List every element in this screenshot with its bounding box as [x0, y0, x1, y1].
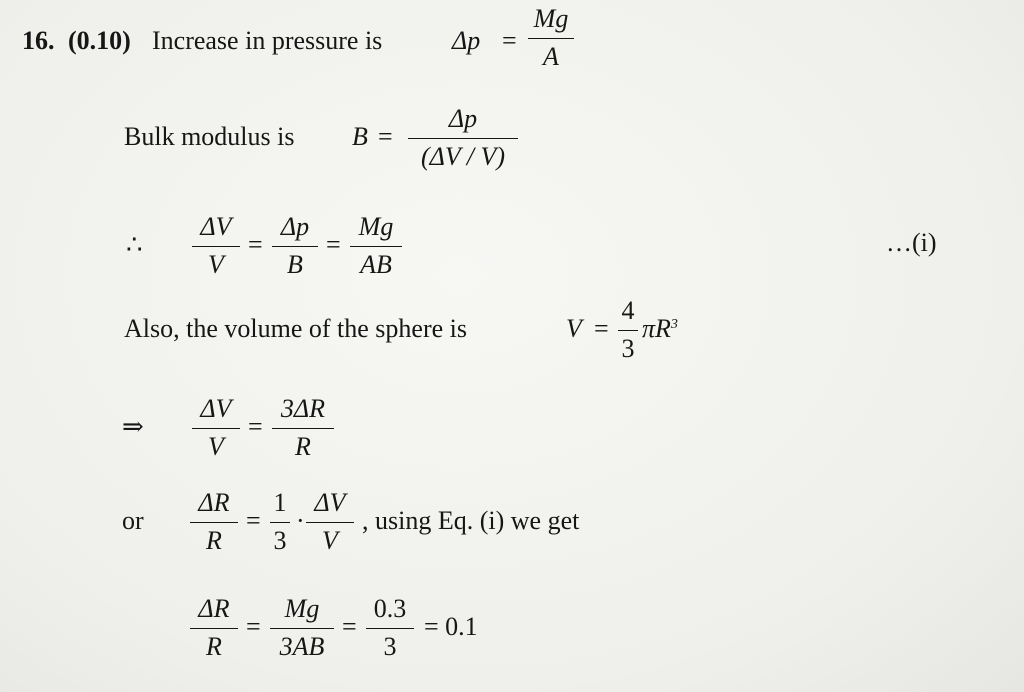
denominator: 3AB	[279, 632, 325, 661]
denominator: B	[287, 250, 303, 279]
answer-value: (0.10)	[68, 26, 131, 55]
numerator: ΔV	[314, 488, 346, 517]
equals-sign: =	[246, 506, 261, 535]
denominator: 3	[273, 526, 287, 555]
denominator: AB	[360, 250, 392, 279]
fraction-bar	[270, 628, 334, 629]
implies-arrow: ⇒	[122, 412, 144, 441]
final-result: = 0.1	[424, 612, 478, 641]
therefore-symbol: ∴	[126, 230, 143, 259]
denominator: R	[206, 526, 222, 555]
equals-sign: =	[502, 26, 517, 55]
equals-sign: =	[378, 122, 393, 151]
fraction-bar	[272, 246, 318, 247]
pi-r-cubed	[642, 314, 678, 344]
volume-v-symbol: V	[566, 314, 582, 343]
fraction-bar	[528, 38, 574, 39]
fraction-bar	[192, 246, 240, 247]
mg-over-3ab-fraction	[270, 594, 334, 666]
dp-over-b-fraction	[272, 212, 318, 284]
denominator: 3	[621, 334, 635, 363]
equation-tag: …(i)	[886, 228, 937, 257]
numerator: Δp	[280, 212, 310, 241]
three-dr-over-r-fraction	[272, 394, 334, 466]
equals-sign: =	[342, 612, 357, 641]
pi-r: πR	[642, 314, 671, 343]
problem-number: 16.	[22, 26, 55, 55]
bulk-modulus-text: Bulk modulus is	[124, 122, 295, 151]
numerator: 0.3	[373, 594, 407, 623]
fraction-bar	[190, 522, 238, 523]
numerator: ΔV	[200, 394, 232, 423]
fraction-bar	[306, 522, 354, 523]
fraction-bar	[350, 246, 402, 247]
pressure-intro-text: Increase in pressure is	[152, 26, 383, 55]
fraction-bar	[366, 628, 414, 629]
fraction-bar	[618, 330, 638, 331]
bulk-b-symbol: B	[352, 122, 368, 151]
multiply-dot: ·	[296, 506, 305, 535]
denominator: (ΔV / V)	[420, 142, 506, 171]
mg-over-ab-fraction	[350, 212, 402, 284]
point-three-over-three-fraction	[366, 594, 414, 666]
dv-over-v-fraction	[192, 394, 240, 466]
fraction-bar	[270, 522, 290, 523]
numerator: Δp	[448, 104, 478, 133]
equals-sign: =	[246, 612, 261, 641]
numerator: 3ΔR	[280, 394, 326, 423]
denominator: V	[208, 432, 224, 461]
using-eq-text: , using Eq. (i) we get	[362, 506, 580, 535]
cube-exponent: 3	[670, 317, 678, 332]
numerator: Mg	[533, 4, 569, 33]
fraction-bar	[192, 428, 240, 429]
equals-sign: =	[326, 230, 341, 259]
denominator: R	[295, 432, 311, 461]
numerator: ΔR	[198, 594, 230, 623]
denominator: R	[206, 632, 222, 661]
dr-over-r-fraction	[190, 594, 238, 666]
denominator: A	[543, 42, 559, 71]
mg-over-a-fraction	[528, 4, 574, 76]
numerator: 4	[621, 296, 635, 325]
equals-sign: =	[248, 412, 263, 441]
numerator: ΔV	[200, 212, 232, 241]
bulk-fraction	[408, 104, 518, 176]
denominator: V	[322, 526, 338, 555]
numerator: Mg	[284, 594, 320, 623]
volume-text: Also, the volume of the sphere is	[124, 314, 467, 343]
equals-sign: =	[594, 314, 609, 343]
or-text: or	[122, 506, 144, 535]
equals-sign: =	[248, 230, 263, 259]
denominator: V	[208, 250, 224, 279]
one-third-fraction	[270, 488, 290, 560]
dv-over-v-fraction	[306, 488, 354, 560]
dr-over-r-fraction	[190, 488, 238, 560]
fraction-bar	[190, 628, 238, 629]
numerator: Mg	[358, 212, 394, 241]
fraction-bar	[408, 138, 518, 139]
denominator: 3	[383, 632, 397, 661]
numerator: ΔR	[198, 488, 230, 517]
dv-over-v-fraction	[192, 212, 240, 284]
numerator: 1	[273, 488, 287, 517]
four-thirds-fraction	[618, 296, 638, 368]
delta-p-symbol: Δp	[452, 26, 481, 55]
fraction-bar	[272, 428, 334, 429]
